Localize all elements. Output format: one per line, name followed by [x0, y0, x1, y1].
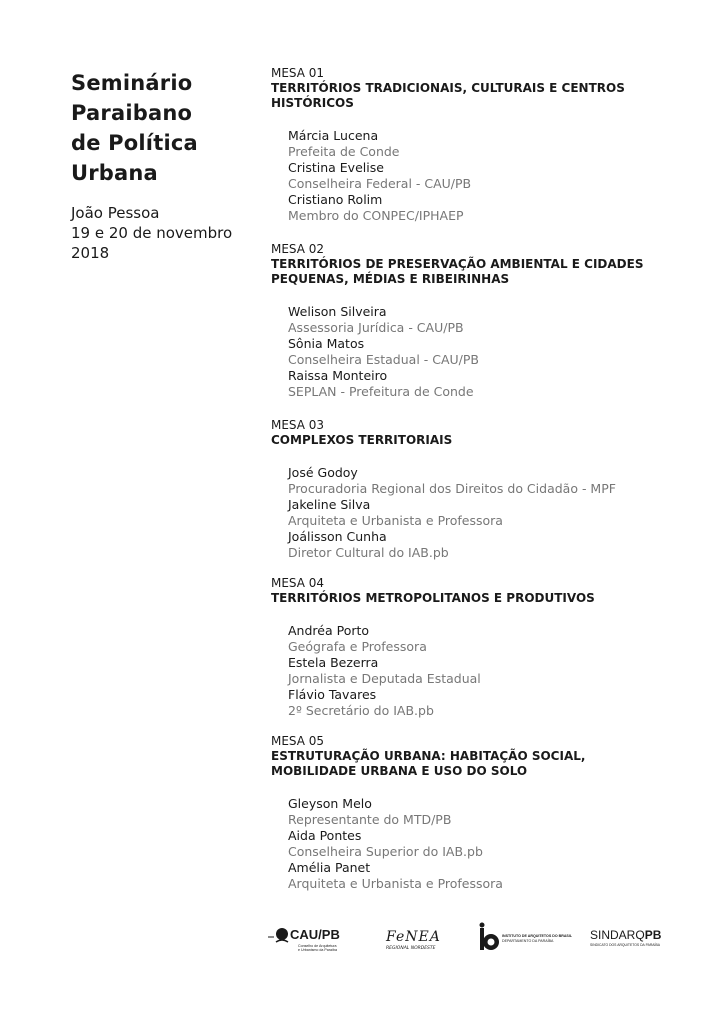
- speaker-name: Flávio Tavares: [288, 687, 377, 702]
- session-label: MESA 01: [271, 66, 325, 80]
- event-title-line: de Política: [71, 131, 198, 155]
- event-city: João Pessoa: [71, 204, 160, 222]
- session-label: MESA 02: [271, 242, 325, 256]
- session-title-line: HISTÓRICOS: [271, 96, 354, 110]
- session-title-line: PEQUENAS, MÉDIAS E RIBEIRINHAS: [271, 272, 510, 286]
- speaker-name: Amélia Panet: [288, 860, 371, 875]
- sessions-list: [271, 66, 671, 892]
- fenea-logo-subtext: REGIONAL NORDESTE: [386, 946, 436, 951]
- speaker-name: Sônia Matos: [288, 336, 365, 351]
- iab-pb-logo: [476, 922, 573, 956]
- speaker-name: Gleyson Melo: [288, 796, 372, 811]
- speaker-role: Geógrafa e Professora: [288, 639, 427, 654]
- speaker-role: Diretor Cultural do IAB.pb: [288, 545, 449, 560]
- speaker-name: Aida Pontes: [288, 828, 362, 843]
- speaker-role: Procuradoria Regional dos Direitos do Cidadão - MPF: [288, 481, 616, 496]
- speaker-name: Joálisson Cunha: [288, 529, 387, 544]
- session-mesa-03: [271, 418, 671, 576]
- speaker-role: Jornalista e Deputada Estadual: [288, 671, 481, 686]
- event-location-date: [71, 203, 261, 263]
- session-title-line: COMPLEXOS TERRITORIAIS: [271, 433, 453, 447]
- speaker-role: Membro do CONPEC/IPHAEP: [288, 208, 464, 223]
- speaker-list: [271, 606, 671, 719]
- speaker-list: [271, 287, 671, 400]
- event-title-line: Seminário: [71, 71, 193, 95]
- speaker-role: 2º Secretário do IAB.pb: [288, 703, 434, 718]
- cau-logo-subtext: e Urbanismo da Paraíba: [298, 948, 337, 952]
- cau-logo-subtext: Conselho de Arquitetura: [298, 944, 337, 948]
- sindarq-pb-logo: [590, 922, 662, 956]
- sponsor-logos: [268, 922, 662, 956]
- speaker-name: Andréa Porto: [288, 623, 370, 638]
- session-mesa-02: [271, 242, 671, 418]
- speaker-list: [271, 779, 671, 892]
- session-mesa-01: [271, 66, 671, 242]
- cau-logo-text: CAU/PB: [290, 927, 340, 942]
- event-year: 2018: [71, 244, 110, 262]
- speaker-role: Prefeita de Conde: [288, 144, 400, 159]
- session-title-line: ESTRUTURAÇÃO URBANA: HABITAÇÃO SOCIAL,: [271, 749, 586, 763]
- speaker-name: Raissa Monteiro: [288, 368, 388, 383]
- speaker-name: Welison Silveira: [288, 304, 387, 319]
- speaker-role: Conselheira Federal - CAU/PB: [288, 176, 472, 191]
- speaker-name: Cristiano Rolim: [288, 192, 383, 207]
- iab-logo-subtext: DEPARTAMENTO DA PARAÍBA: [502, 939, 554, 943]
- sindarq-logo-text: SINDARQPB: [590, 928, 662, 942]
- speaker-role: Arquiteta e Urbanista e Professora: [288, 876, 503, 891]
- session-title-line: TERRITÓRIOS DE PRESERVAÇÃO AMBIENTAL E CIDADES: [271, 257, 644, 271]
- session-mesa-05: [271, 734, 671, 892]
- speaker-list: [271, 448, 671, 561]
- speaker-name: Jakeline Silva: [288, 497, 371, 512]
- speaker-role: Representante do MTD/PB: [288, 812, 452, 827]
- iab-logo-text: INSTITUTO DE ARQUITETOS DO BRASIL: [502, 934, 573, 938]
- event-dates: 19 e 20 de novembro: [71, 224, 233, 242]
- speaker-role: Arquiteta e Urbanista e Professora: [288, 513, 503, 528]
- speaker-list: [271, 111, 671, 224]
- cau-pb-logo: [268, 922, 354, 956]
- speaker-role: SEPLAN - Prefeitura de Conde: [288, 384, 474, 399]
- event-title: [71, 68, 251, 188]
- session-title-line: TERRITÓRIOS TRADICIONAIS, CULTURAIS E CENTROS: [271, 81, 625, 95]
- speaker-name: José Godoy: [288, 465, 358, 480]
- speaker-name: Cristina Evelise: [288, 160, 384, 175]
- fenea-logo: [384, 922, 446, 956]
- speaker-role: Conselheira Superior do IAB.pb: [288, 844, 483, 859]
- speaker-role: Assessoria Jurídica - CAU/PB: [288, 320, 464, 335]
- session-label: MESA 04: [271, 576, 325, 590]
- speaker-role: Conselheira Estadual - CAU/PB: [288, 352, 480, 367]
- speaker-name: Estela Bezerra: [288, 655, 379, 670]
- event-title-line: Paraibano: [71, 101, 193, 125]
- session-label: MESA 03: [271, 418, 325, 432]
- session-title-line: MOBILIDADE URBANA E USO DO SOLO: [271, 764, 528, 778]
- session-title-line: TERRITÓRIOS METROPOLITANOS E PRODUTIVOS: [271, 591, 595, 605]
- sindarq-logo-subtext: SINDICATO DOS ARQUITETOS DA PARAÍBA: [590, 943, 661, 947]
- event-title-line: Urbana: [71, 161, 158, 185]
- session-label: MESA 05: [271, 734, 325, 748]
- fenea-logo-text: FeNEA: [386, 929, 441, 945]
- speaker-name: Márcia Lucena: [288, 128, 379, 143]
- session-mesa-04: [271, 576, 671, 734]
